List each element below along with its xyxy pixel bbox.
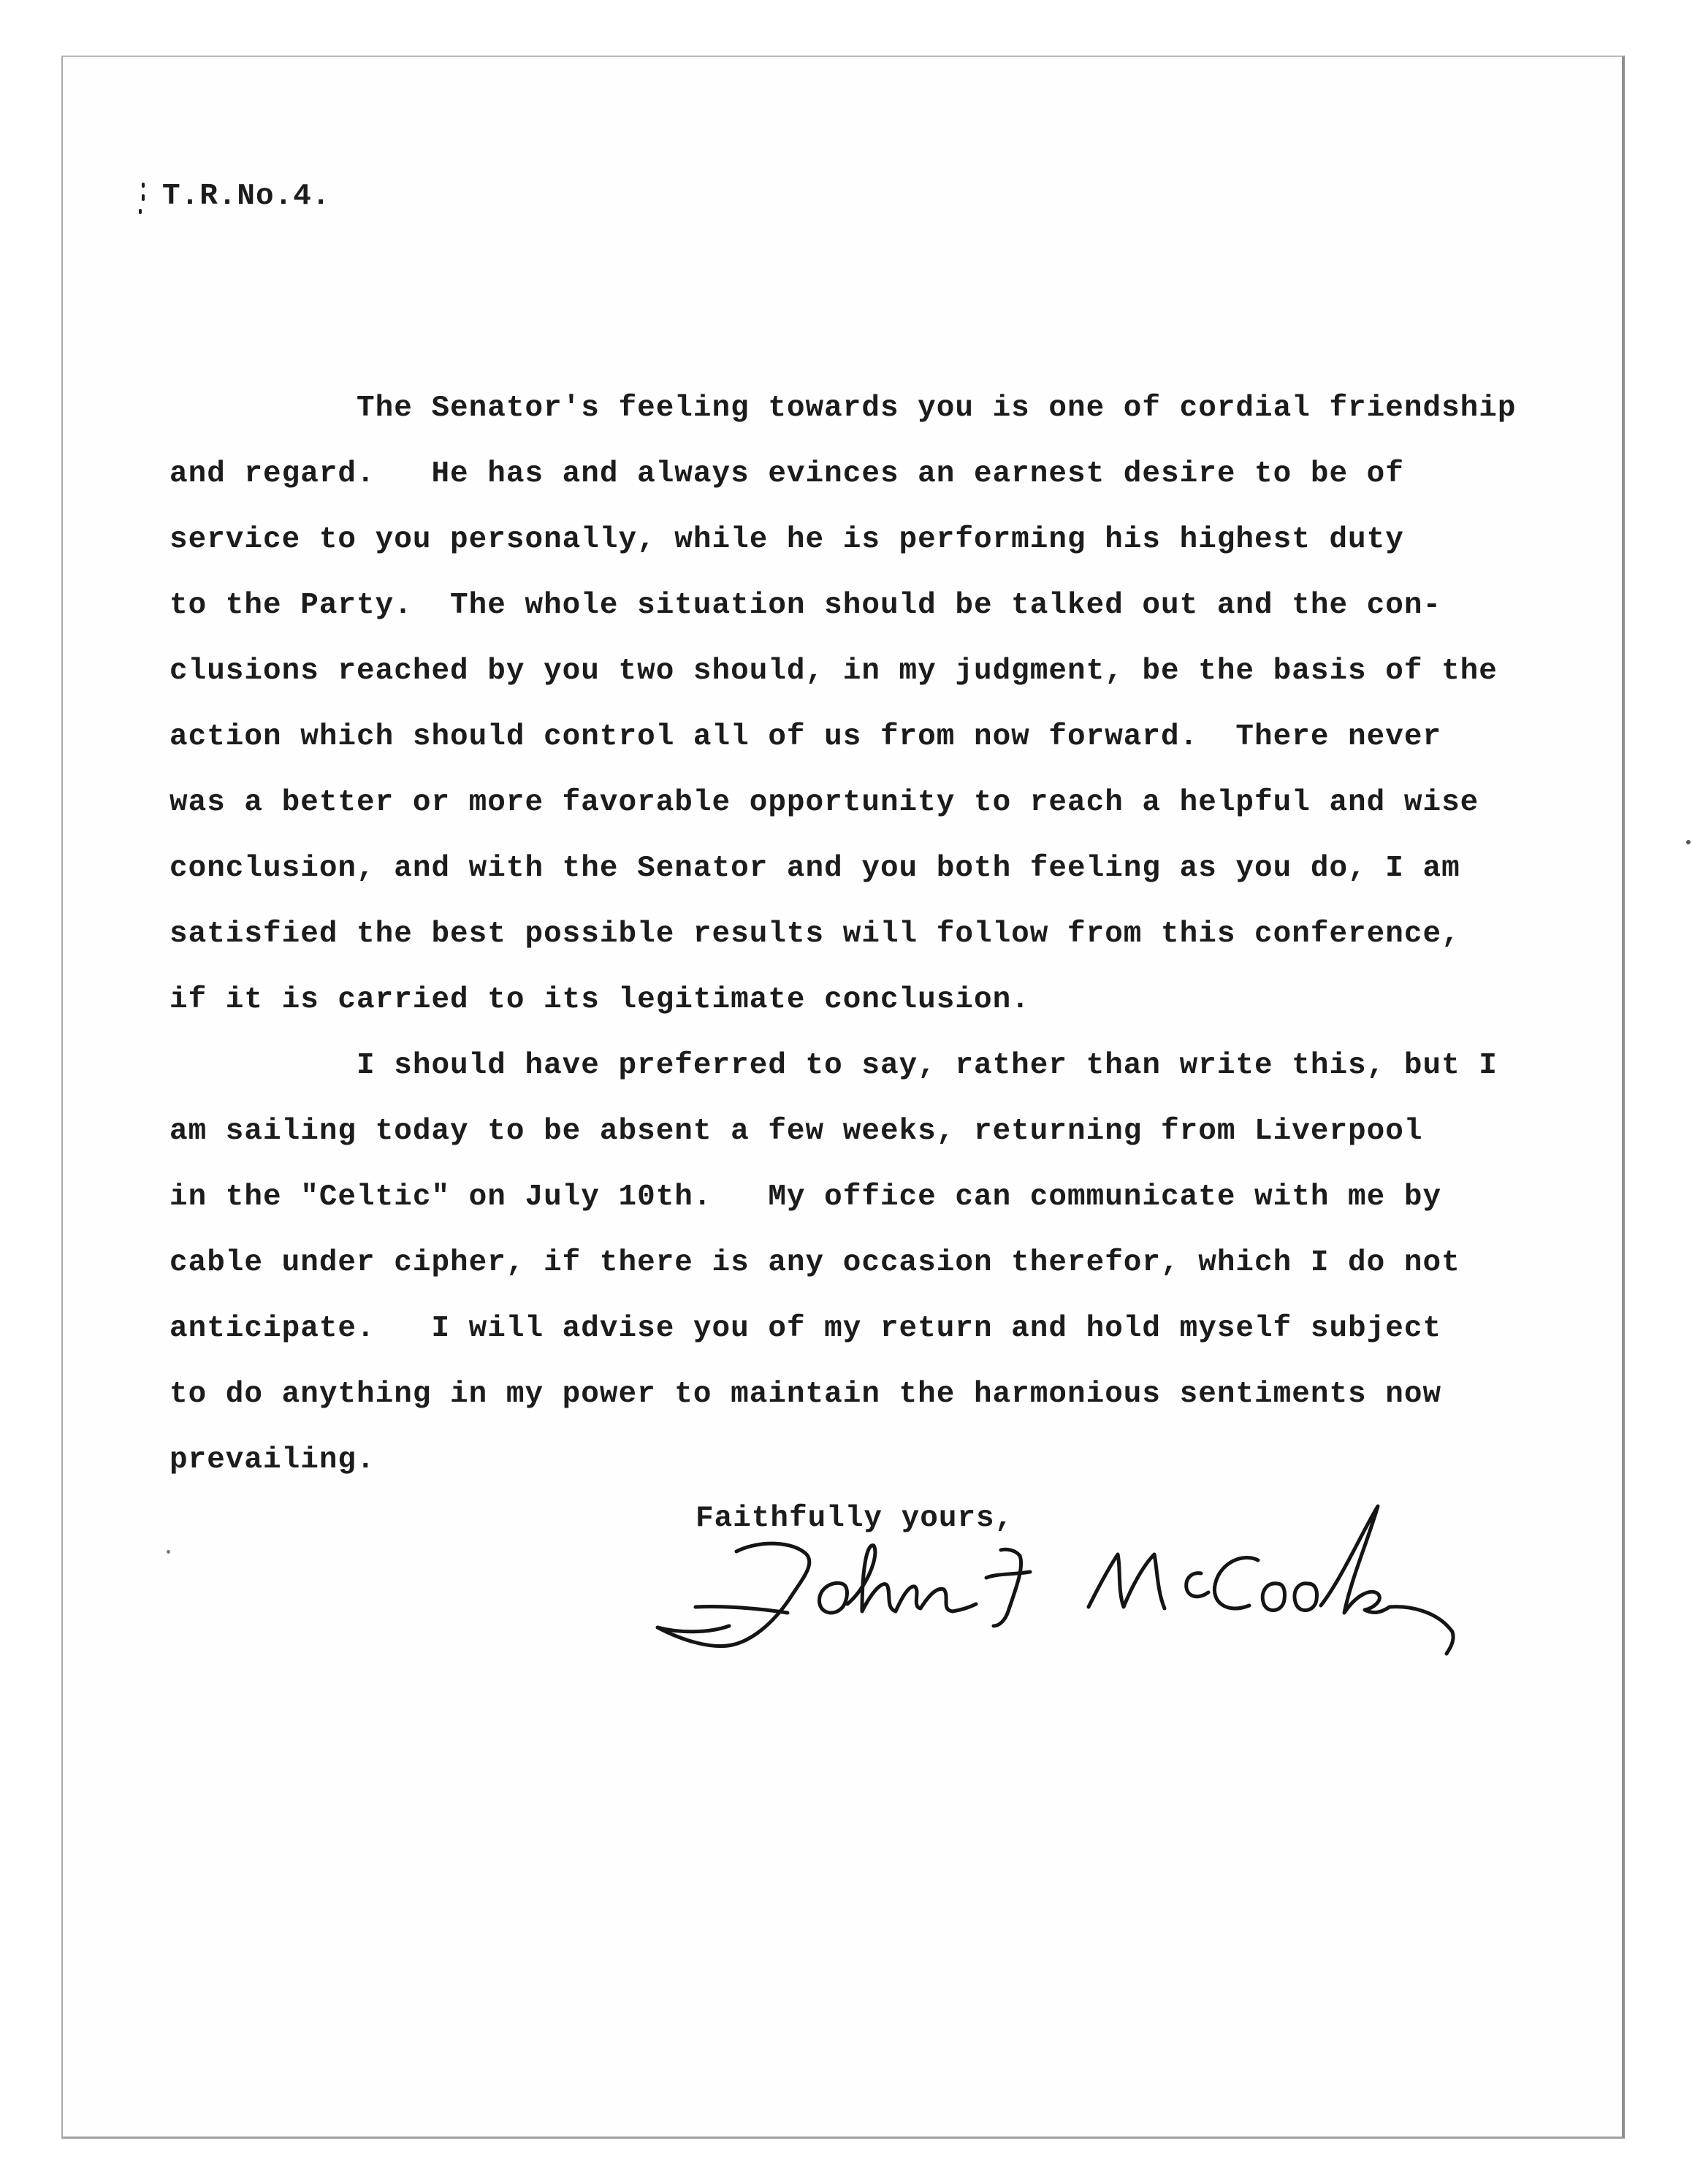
body-line: action which should control all of us from now forward. There never xyxy=(169,720,1442,754)
body-line: to do anything in my power to maintain the harmonious sentiments now xyxy=(169,1378,1442,1411)
body-line: conclusion, and with the Senator and you both feeling as you do, I am xyxy=(169,852,1460,885)
reference-number: T.R.No.4. xyxy=(162,180,331,213)
body-line: cable under cipher, if there is any occasion therefor, which I do not xyxy=(169,1246,1460,1280)
body-line: if it is carried to its legitimate conclusion. xyxy=(169,983,1030,1017)
body-line: am sailing today to be absent a few weeks, returning from Liverpool xyxy=(169,1115,1423,1148)
margin-mark xyxy=(142,183,146,215)
paper-speck xyxy=(167,1550,170,1554)
body-line: I should have preferred to say, rather than write this, but I xyxy=(169,1049,1498,1083)
paper-speck xyxy=(1686,840,1691,844)
body-line: clusions reached by you two should, in my judgment, be the basis of the xyxy=(169,654,1498,688)
body-line: was a better or more favorable opportunity to reach a helpful and wise xyxy=(169,786,1479,820)
body-line: service to you personally, while he is performing his highest duty xyxy=(169,523,1404,557)
body-line: and regard. He has and always evinces an earnest desire to be of xyxy=(169,457,1404,491)
body-line: satisfied the best possible results will follow from this conference, xyxy=(169,917,1460,951)
body-line: prevailing. xyxy=(169,1443,376,1477)
closing: Faithfully yours, xyxy=(696,1502,1014,1535)
signature xyxy=(650,1497,1468,1665)
letter-body xyxy=(169,375,1517,1493)
body-line: to the Party. The whole situation should be talked out and the con- xyxy=(169,589,1442,622)
body-line: in the "Celtic" on July 10th. My office can communicate with me by xyxy=(169,1180,1442,1214)
body-line: anticipate. I will advise you of my return and hold myself subject xyxy=(169,1312,1442,1345)
body-line: The Senator's feeling towards you is one of cordial friendship xyxy=(169,392,1517,425)
